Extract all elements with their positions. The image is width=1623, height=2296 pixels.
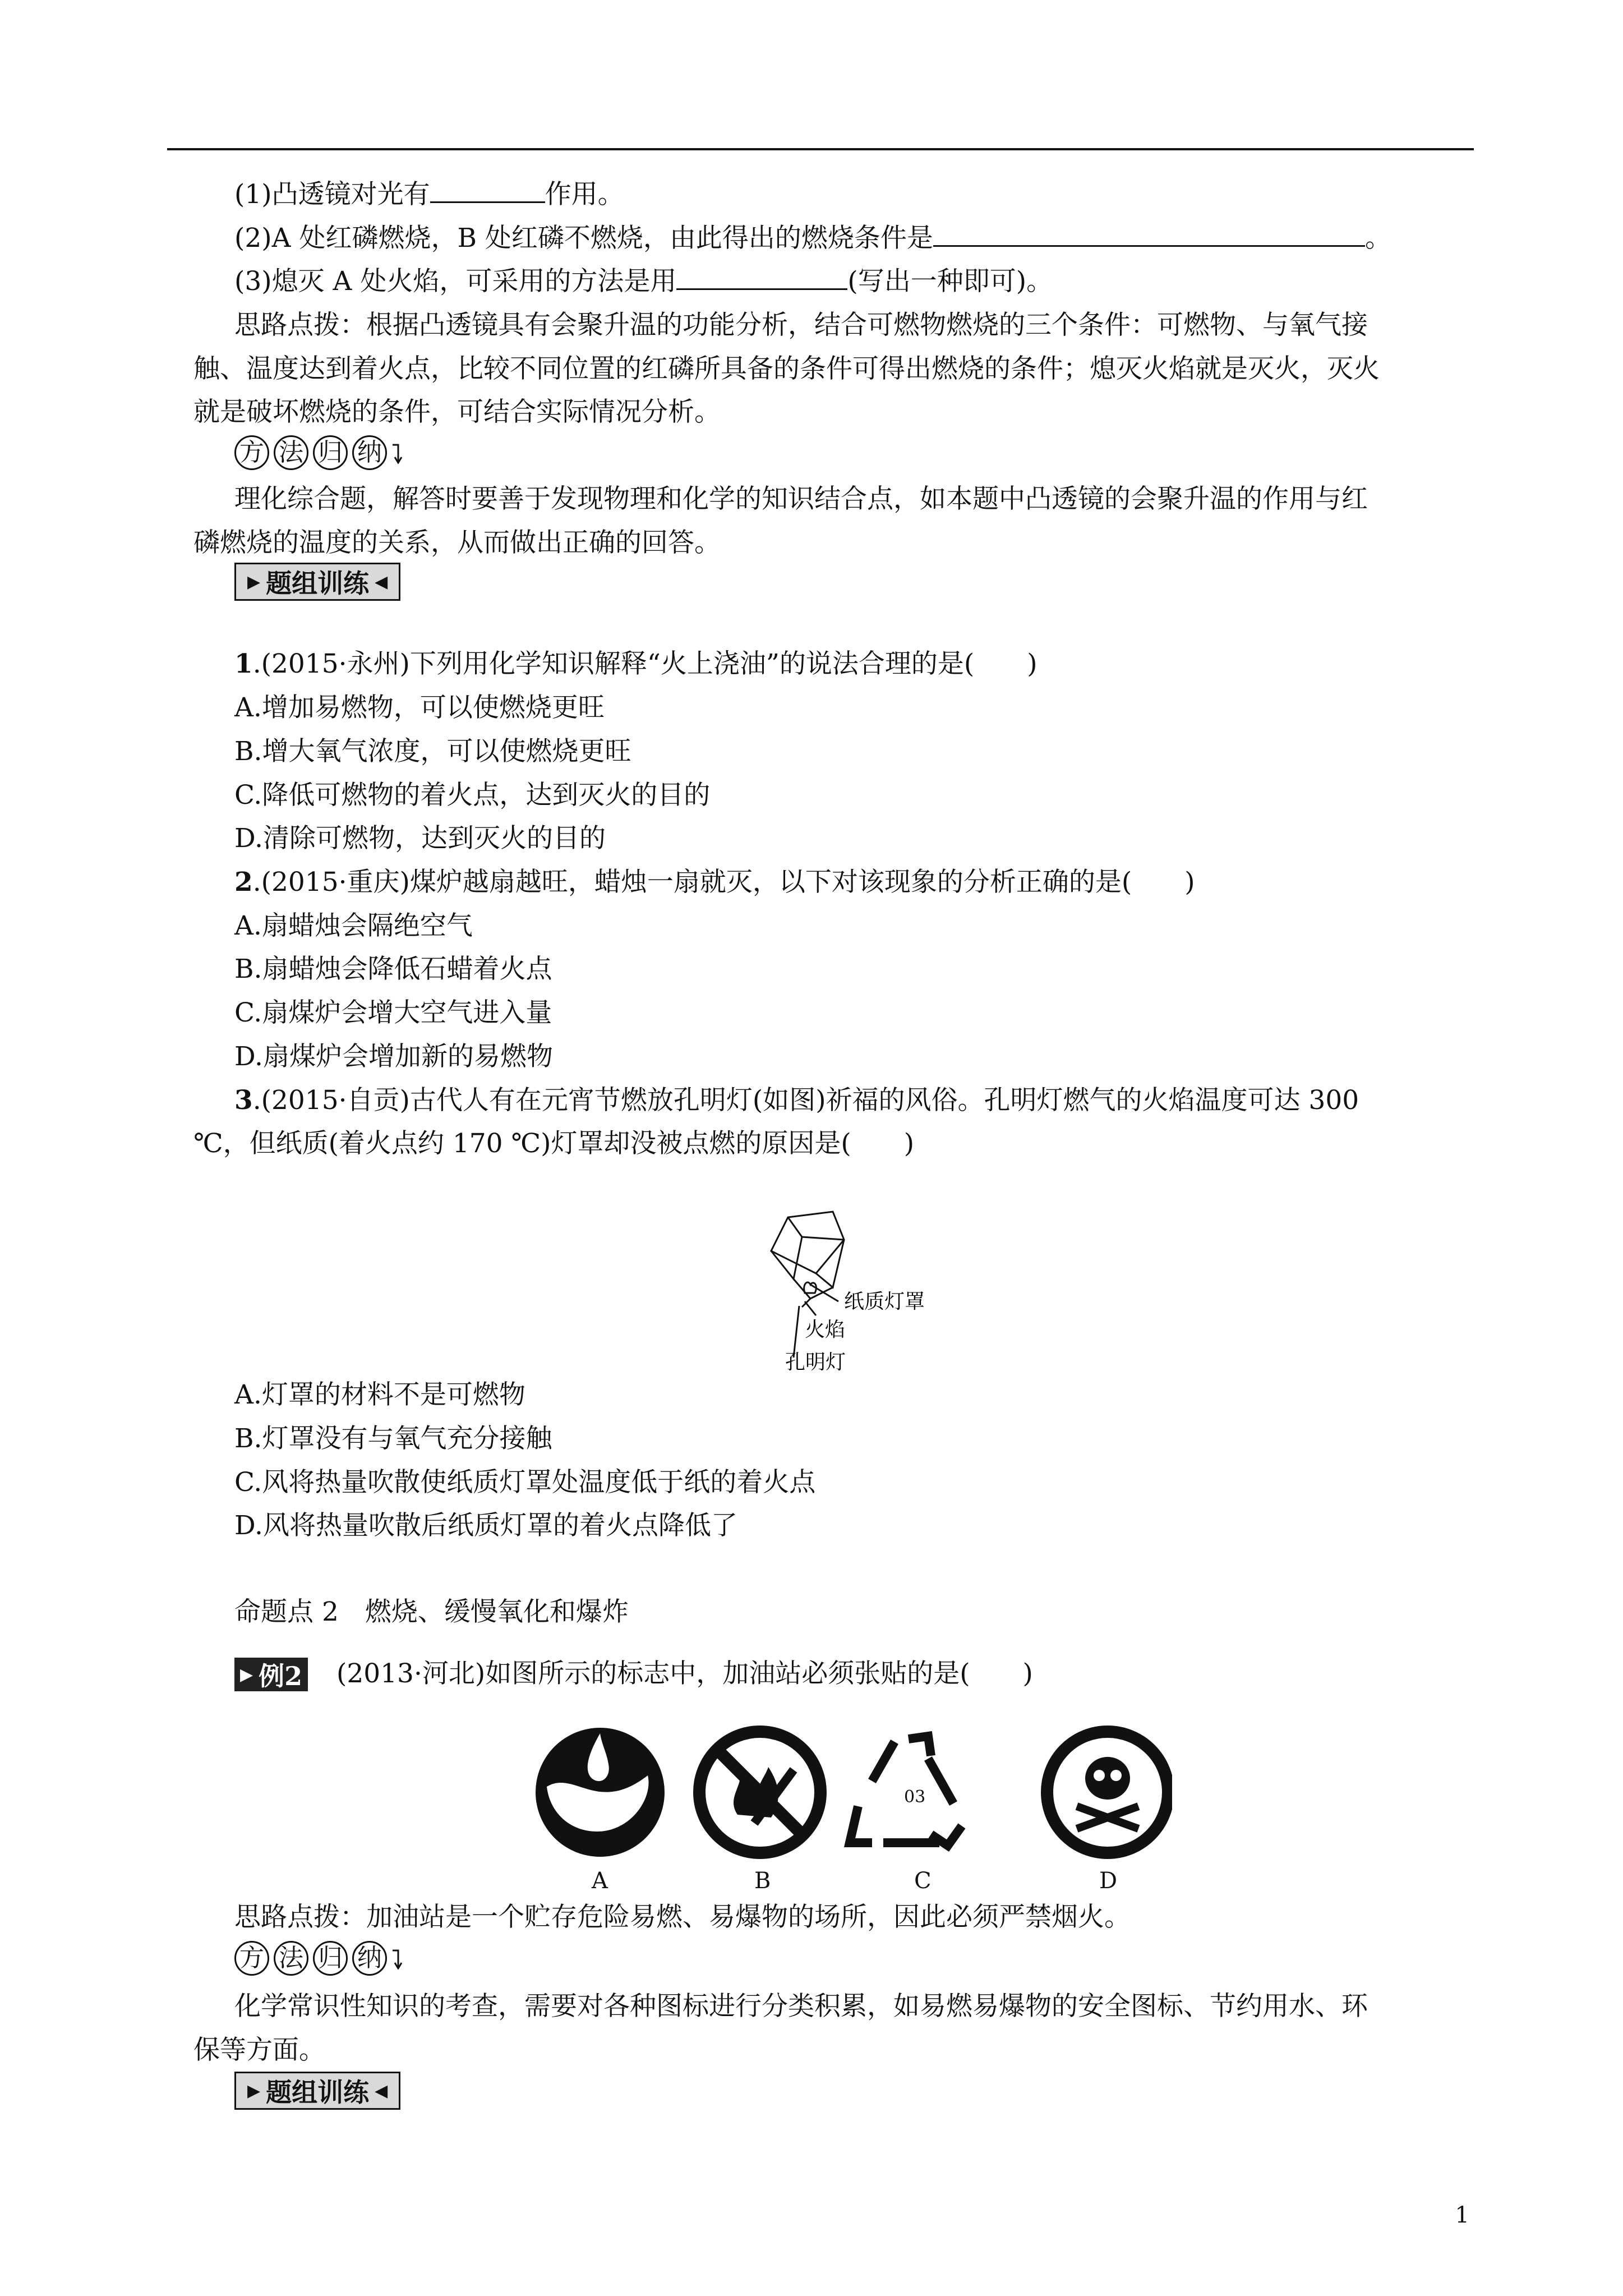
section-heading: 命题点 2 燃烧、缓慢氧化和爆炸 <box>234 1596 629 1627</box>
title-char: 法 <box>274 435 308 470</box>
answer-blank[interactable] <box>933 220 1365 247</box>
option-d[interactable]: D.风将热量吹散后纸质灯罩的着火点降低了 <box>234 1510 737 1541</box>
water-saving-sign-icon <box>536 1728 665 1857</box>
question-number: 1 <box>234 648 253 679</box>
sign-label-d: D <box>1099 1868 1118 1894</box>
option-c[interactable]: C.扇煤炉会增大空气进入量 <box>234 997 552 1028</box>
hint-line: 就是破坏燃烧的条件，可结合实际情况分析。 <box>193 397 721 427</box>
answer-blank[interactable] <box>676 264 847 290</box>
question-text: 。 <box>1364 223 1391 254</box>
triangle-right-icon: ▶ <box>240 1664 253 1685</box>
question-text: 作用。 <box>545 179 624 210</box>
toxic-sign-icon <box>1047 1732 1168 1853</box>
title-char: 法 <box>274 1941 308 1976</box>
question-1 <box>234 646 1038 682</box>
option-c[interactable]: C.风将热量吹散使纸质灯罩处温度低于纸的着火点 <box>234 1467 816 1498</box>
title-char: 纳 <box>352 1941 387 1976</box>
sign-label-b: B <box>754 1868 771 1894</box>
question-2 <box>234 864 1195 900</box>
method-line: 磷燃烧的温度的关系，从而做出正确的回答。 <box>193 527 721 558</box>
question-text: (3)熄灭 A 处火焰，可采用的方法是用 <box>234 266 677 297</box>
question-fill-1 <box>234 177 624 213</box>
option-a[interactable]: A.增加易燃物，可以使燃烧更旺 <box>234 692 605 723</box>
question-number: 2 <box>234 867 253 898</box>
method-line: 保等方面。 <box>193 2035 325 2065</box>
question-fill-3 <box>234 264 1053 300</box>
group-training-tag <box>234 563 400 601</box>
answer-blank[interactable] <box>430 177 545 203</box>
option-a[interactable]: A.扇蜡烛会隔绝空气 <box>234 910 473 941</box>
title-char: 方 <box>234 1941 269 1976</box>
no-fire-sign-icon <box>699 1732 820 1853</box>
tag-label: 题组训练 <box>266 2077 370 2108</box>
sign-label-c: C <box>914 1868 932 1894</box>
group-training-tag <box>234 2072 400 2110</box>
question-text: (2)A 处红磷燃烧，B 处红磷不燃烧，由此得出的燃烧条件是 <box>234 223 933 254</box>
arrow-tail-icon <box>391 1947 405 1970</box>
recycle-number: 03 <box>904 1787 926 1807</box>
question-fill-2 <box>234 220 1391 256</box>
question-text: ℃，但纸质(着火点约 170 ℃)灯罩却没被点燃的原因是( ) <box>193 1128 915 1159</box>
option-d[interactable]: D.扇煤炉会增加新的易燃物 <box>234 1041 553 1072</box>
recycle-sign-icon <box>850 1736 962 1846</box>
tag-label: 例2 <box>259 1661 303 1691</box>
page-number: 1 <box>1455 2202 1469 2228</box>
question-text: (1)凸透镜对光有 <box>234 179 430 210</box>
label-paper-shade: 纸质灯罩 <box>844 1290 925 1313</box>
question-text: .(2015·永州)下列用化学知识解释“火上浇油”的说法合理的是( ) <box>252 648 1038 679</box>
label-lantern: 孔明灯 <box>785 1351 846 1374</box>
option-a[interactable]: A.灯罩的材料不是可燃物 <box>234 1379 525 1410</box>
triangle-right-icon: ▶ <box>247 2081 261 2101</box>
method-line: 理化综合题，解答时要善于发现物理和化学的知识结合点，如本题中凸透镜的会聚升温的作用与红 <box>234 484 1368 514</box>
question-number: 3 <box>234 1085 253 1116</box>
question-text: (写出一种即可)。 <box>847 266 1053 297</box>
option-b[interactable]: B.扇蜡烛会降低石蜡着火点 <box>234 954 552 984</box>
question-text: .(2015·自贡)古代人有在元宵节燃放孔明灯(如图)祈福的风俗。孔明灯燃气的火焰温度可达 300 <box>252 1085 1359 1116</box>
example-question: (2013·河北)如图所示的标志中，加油站必须张贴的是( ) <box>336 1658 1033 1689</box>
tag-label: 题组训练 <box>266 568 370 599</box>
title-char: 方 <box>234 435 269 470</box>
kongming-lantern-figure <box>749 1206 984 1374</box>
hint-line: 思路点拨：加油站是一个贮存危险易燃、易爆物的场所，因此必须严禁烟火。 <box>234 1902 1131 1932</box>
title-char: 纳 <box>352 435 387 470</box>
option-c[interactable]: C.降低可燃物的着火点，达到灭火的目的 <box>234 780 711 811</box>
hint-line: 触、温度达到着火点，比较不同位置的红磷所具备的条件可得出燃烧的条件；熄灭火焰就是灭火，灭火 <box>193 353 1380 384</box>
hint-line: 思路点拨：根据凸透镜具有会聚升温的功能分析，结合可燃物燃烧的三个条件：可燃物、与氧气接 <box>234 310 1368 341</box>
example-tag <box>234 1658 308 1691</box>
question-text: .(2015·重庆)煤炉越扇越旺，蜡烛一扇就灭，以下对该现象的分析正确的是( ) <box>252 867 1195 898</box>
method-summary-title <box>234 435 405 470</box>
title-char: 归 <box>313 1941 348 1976</box>
option-b[interactable]: B.灯罩没有与氧气充分接触 <box>234 1423 552 1454</box>
triangle-right-icon: ▶ <box>247 572 261 592</box>
sign-label-a: A <box>592 1868 608 1894</box>
method-line: 化学常识性知识的考查，需要对各种图标进行分类积累，如易燃易爆物的安全图标、节约用水、环 <box>234 1991 1368 2022</box>
header-rule <box>167 148 1474 150</box>
option-b[interactable]: B.增大氧气浓度，可以使燃烧更旺 <box>234 736 631 767</box>
option-d[interactable]: D.清除可燃物，达到灭火的目的 <box>234 823 606 854</box>
arrow-tail-icon <box>391 441 405 464</box>
title-char: 归 <box>313 435 348 470</box>
triangle-left-icon: ◀ <box>375 2081 388 2101</box>
label-flame: 火焰 <box>805 1318 846 1341</box>
question-3 <box>234 1083 1359 1119</box>
triangle-left-icon: ◀ <box>375 572 388 592</box>
safety-signs-figure <box>536 1703 1172 1871</box>
method-summary-title <box>234 1941 405 1976</box>
